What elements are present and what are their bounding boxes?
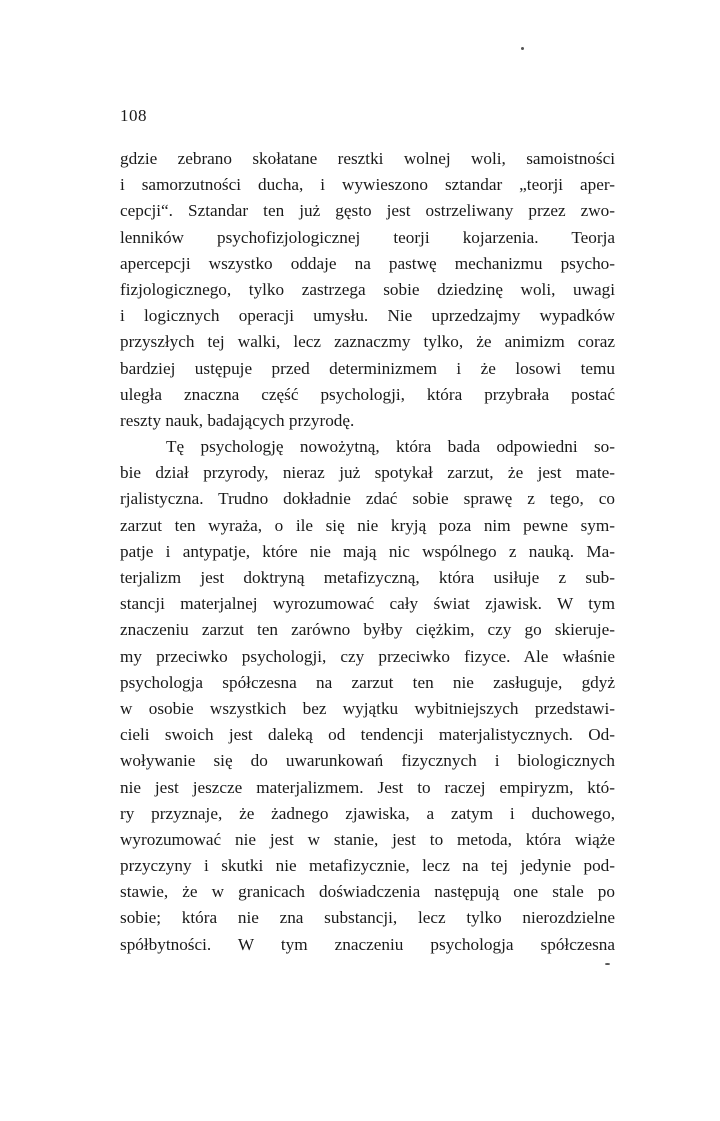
text-line: przyszłych tej walki, lecz zaznaczmy tylko, że animizm coraz [120, 332, 615, 352]
text-line: i samorzutności ducha, i wywieszono sztandar „teorji aper- [120, 175, 615, 195]
text-line: uległa znaczna część psychologji, która przybrała postać [120, 384, 615, 404]
text-line: sobie; która nie zna substancji, lecz tylko nierozdzielne [120, 908, 615, 928]
print-speck [605, 963, 610, 965]
text-line: rjalistyczna. Trudno dokładnie zdać sobie sprawę z tego, co [120, 489, 615, 509]
text-line: przyczyny i skutki nie metafizycznie, lecz na tej jedynie pod- [120, 856, 615, 876]
text-line: w osobie wszystkich bez wyjątku wybitniejszych przedstawi- [120, 698, 615, 718]
text-line: cepcji“. Sztandar ten już gęsto jest ostrzeliwany przez zwo- [120, 201, 615, 221]
text-line: cieli swoich jest daleką od tendencji materjalistycznych. Od- [120, 725, 615, 745]
print-speck [521, 47, 524, 50]
paragraph-1 [120, 146, 615, 434]
text-line: apercepcji wszystko oddaje na pastwę mechanizmu psycho- [120, 253, 615, 273]
text-line: stawie, że w granicach doświadczenia następują one stale po [120, 882, 615, 902]
page-number: 108 [120, 106, 147, 125]
text-line: nie jest jeszcze materjalizmem. Jest to raczej empiryzm, któ- [120, 777, 615, 797]
text-line: spółbytności. W tym znaczeniu psychologja spółczesna [120, 934, 615, 954]
text-line: bie dział przyrody, nieraz już spotykał zarzut, że jest mate- [120, 463, 615, 483]
text-line: i logicznych operacji umysłu. Nie uprzedzajmy wypadków [120, 306, 615, 326]
text-line: Tę psychologję nowożytną, która bada odpowiedni so- [166, 437, 615, 457]
text-line: bardziej ustępuje przed determinizmem i że losowi temu [120, 358, 615, 378]
paragraph-2 [120, 434, 615, 958]
text-line: ry przyznaje, że żadnego zjawiska, a zatym i duchowego, [120, 803, 615, 823]
text-line: reszty nauk, badających przyrodę. [120, 410, 355, 430]
text-line: my przeciwko psychologji, czy przeciwko fizyce. Ale właśnie [120, 646, 615, 666]
text-line: wyrozumować nie jest w stanie, jest to metoda, która wiąże [120, 829, 615, 849]
body-text [120, 146, 615, 958]
text-line: woływanie się do uwarunkowań fizycznych i biologicznych [120, 751, 615, 771]
text-line: stancji materjalnej wyrozumować cały świat zjawisk. W tym [120, 594, 615, 614]
text-line: fizjologicznego, tylko zastrzega sobie dziedzinę woli, uwagi [120, 279, 615, 299]
text-line: znaczeniu zarzut ten zarówno byłby ciężkim, czy go skieruje- [120, 620, 615, 640]
text-line: gdzie zebrano skołatane resztki wolnej woli, samoistności [120, 149, 615, 168]
text-line: patje i antypatje, które nie mają nic wspólnego z nauką. Ma- [120, 541, 615, 561]
text-line: psychologja spółczesna na zarzut ten nie zasługuje, gdyż [120, 672, 615, 692]
text-line: terjalizm jest doktryną metafizyczną, która usiłuje z sub- [120, 568, 615, 587]
text-line: lenników psychofizjologicznej teorji kojarzenia. Teorja [120, 227, 615, 247]
text-line: zarzut ten wyraża, o ile się nie kryją poza nim pewne sym- [120, 515, 615, 535]
